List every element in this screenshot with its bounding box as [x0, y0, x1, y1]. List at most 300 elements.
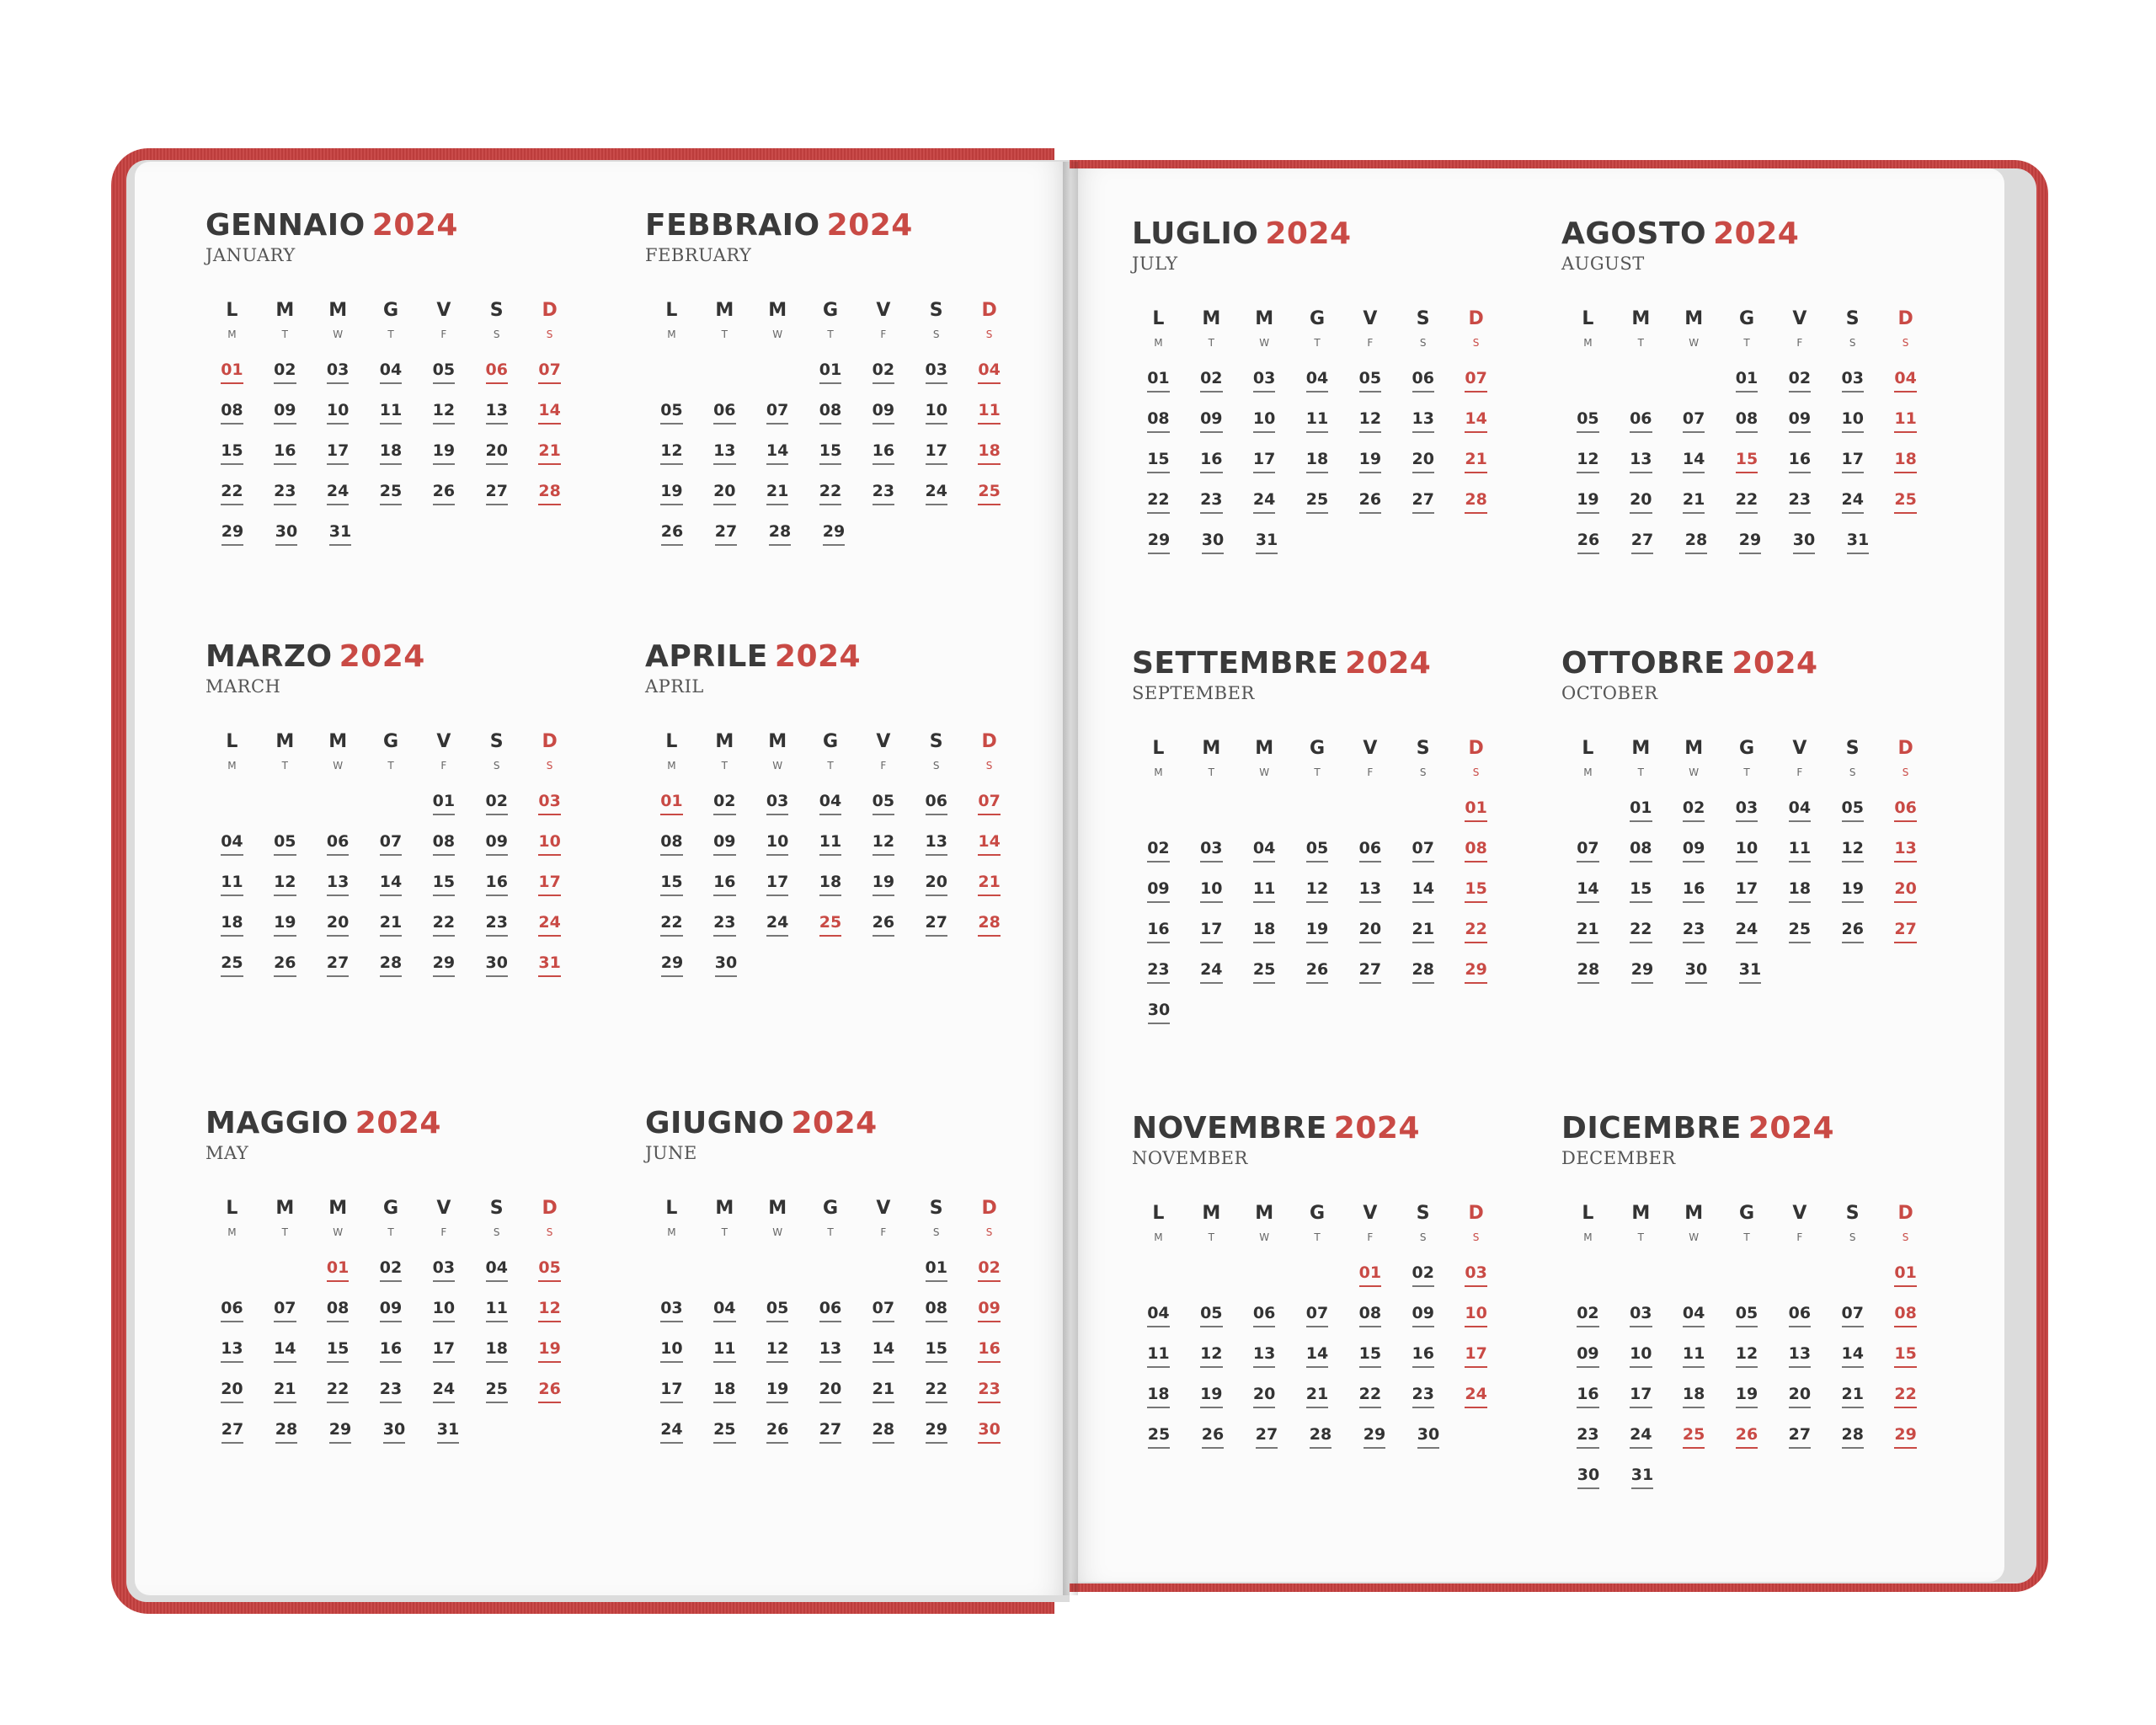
day-cell	[1561, 960, 1615, 1001]
weekday-sub-label: T	[1208, 766, 1214, 778]
day-number: 04	[819, 792, 841, 815]
day-cell	[312, 913, 365, 953]
day-cell	[1132, 920, 1185, 960]
day-number: 03	[766, 792, 788, 815]
day-number: 18	[978, 441, 1000, 465]
day-number: 20	[1359, 920, 1381, 943]
day-number: 03	[926, 360, 947, 384]
day-cell	[698, 792, 751, 832]
day-number: 17	[766, 873, 788, 896]
day-cell	[1238, 1344, 1291, 1385]
day-cell	[1343, 920, 1396, 960]
day-cell	[1614, 450, 1668, 490]
weekday-label: M	[1255, 1203, 1274, 1224]
day-number: 04	[486, 1258, 508, 1282]
day-number: 22	[1630, 920, 1652, 943]
day-cell	[417, 1380, 470, 1420]
day-cell	[1238, 369, 1291, 409]
day-cell	[804, 441, 857, 482]
day-cell	[1343, 369, 1396, 409]
weekday-sub-label: S	[1849, 337, 1856, 349]
day-number: 13	[713, 441, 735, 465]
weekday-label: V	[1792, 308, 1807, 329]
day-number: 05	[1842, 798, 1864, 822]
day-number: 20	[1253, 1385, 1275, 1408]
day-number: 06	[819, 1299, 841, 1322]
month-name-en: APRIL	[645, 676, 704, 697]
day-number: 11	[819, 832, 841, 856]
day-number: 11	[1789, 839, 1811, 862]
day-number: 20	[713, 482, 735, 505]
week-row	[1561, 960, 1932, 1001]
day-cell	[1238, 879, 1291, 920]
day-number: 17	[1200, 920, 1222, 943]
day-cell	[259, 832, 312, 873]
weekday-sub-label: S	[932, 760, 940, 772]
day-number: 04	[380, 360, 402, 384]
day-number: 08	[1736, 409, 1758, 433]
weekday-label: V	[1792, 738, 1807, 759]
day-cell	[523, 832, 576, 873]
day-number: 12	[1736, 1344, 1758, 1368]
day-number: 05	[1359, 369, 1381, 393]
day-number: 19	[274, 913, 296, 937]
month-title	[205, 638, 576, 676]
day-cell	[699, 522, 753, 563]
weekday-label: L	[226, 300, 238, 321]
day-number: 24	[1630, 1425, 1652, 1449]
day-cell	[1238, 490, 1291, 531]
day-cell	[1879, 920, 1932, 960]
month-title	[645, 1105, 1016, 1142]
day-number: 27	[715, 522, 737, 546]
weekday-label: M	[275, 731, 295, 752]
day-cell	[470, 953, 523, 994]
day-cell	[751, 1299, 804, 1339]
day-number: 30	[1793, 531, 1815, 554]
month-grid	[1132, 1203, 1502, 1466]
day-number: 08	[327, 1299, 349, 1322]
empty-day	[1721, 1263, 1774, 1304]
day-number: 14	[766, 441, 788, 465]
week-row	[645, 1380, 1016, 1420]
day-cell	[645, 522, 699, 563]
day-cell	[1879, 1385, 1932, 1425]
day-cell	[523, 953, 576, 994]
weekday-label: L	[1582, 308, 1594, 329]
day-number: 30	[978, 1420, 1000, 1444]
day-cell	[1615, 531, 1669, 571]
day-number: 10	[327, 401, 349, 425]
day-number: 24	[433, 1380, 455, 1403]
day-cell	[963, 873, 1016, 913]
day-cell	[312, 873, 365, 913]
day-cell	[1132, 531, 1186, 571]
day-number: 09	[380, 1299, 402, 1322]
month-grid	[645, 300, 1016, 563]
month-january	[205, 207, 576, 563]
day-number: 19	[1736, 1385, 1758, 1408]
month-year: 2024	[1748, 1111, 1835, 1146]
weekday-sub-row	[205, 760, 576, 788]
day-number: 18	[380, 441, 402, 465]
day-number: 30	[383, 1420, 405, 1444]
day-number: 04	[1894, 369, 1916, 393]
day-cell	[1132, 1385, 1185, 1425]
weekday-label: G	[822, 731, 839, 752]
day-cell	[470, 441, 523, 482]
day-number: 23	[1147, 960, 1169, 984]
week-row	[645, 1420, 1016, 1461]
day-cell	[1668, 879, 1721, 920]
day-cell	[1132, 839, 1185, 879]
day-number: 10	[1465, 1304, 1486, 1327]
day-cell	[1132, 1001, 1186, 1041]
day-number: 20	[221, 1380, 243, 1403]
month-name-en: JUNE	[645, 1143, 697, 1163]
weekday-sub-label: T	[281, 760, 288, 772]
day-cell	[857, 1380, 910, 1420]
day-cell	[857, 1299, 910, 1339]
month-year: 2024	[371, 208, 458, 243]
day-cell	[1396, 1304, 1449, 1344]
weekday-label: M	[715, 731, 734, 752]
day-number: 02	[1789, 369, 1811, 393]
day-cell	[1396, 369, 1449, 409]
weekday-label: V	[436, 731, 451, 752]
day-cell	[417, 1258, 470, 1299]
weekday-label: M	[1684, 1203, 1704, 1224]
day-cell	[523, 792, 576, 832]
weekday-sub-label: T	[827, 1226, 834, 1238]
weekday-sub-label: S	[1419, 766, 1427, 778]
weekday-label: G	[822, 300, 839, 321]
empty-day	[1185, 798, 1238, 839]
day-number: 14	[1306, 1344, 1328, 1368]
day-cell	[1185, 920, 1238, 960]
weekday-sub-label: F	[1367, 337, 1374, 349]
weekday-sub-label: S	[1472, 337, 1480, 349]
weekday-sub-label: W	[1689, 1231, 1700, 1243]
weekday-sub-label: F	[880, 1226, 887, 1238]
weekday-label: L	[1582, 738, 1594, 759]
day-number: 13	[926, 832, 947, 856]
month-grid	[1561, 738, 1932, 1001]
day-cell	[1343, 1263, 1396, 1304]
day-number: 05	[1577, 409, 1598, 433]
day-number: 11	[1253, 879, 1275, 903]
day-number: 13	[327, 873, 349, 896]
day-cell	[1826, 1385, 1879, 1425]
month-grid	[1132, 308, 1502, 571]
day-number: 27	[819, 1420, 841, 1444]
weekday-header-row	[1132, 308, 1502, 337]
month-year: 2024	[1345, 646, 1432, 681]
day-number: 03	[1842, 369, 1864, 393]
day-number: 07	[1465, 369, 1486, 393]
day-cell	[470, 401, 523, 441]
day-cell	[1132, 450, 1185, 490]
month-name-en: DECEMBER	[1561, 1148, 1676, 1168]
day-number: 12	[873, 832, 894, 856]
day-number: 16	[1147, 920, 1169, 943]
day-cell	[910, 1380, 963, 1420]
day-cell	[1291, 1304, 1344, 1344]
day-cell	[417, 1339, 470, 1380]
day-number: 18	[1894, 450, 1916, 473]
day-cell	[1238, 920, 1291, 960]
day-cell	[645, 1299, 698, 1339]
day-cell	[417, 441, 470, 482]
day-number: 26	[873, 913, 894, 937]
day-cell	[365, 360, 418, 401]
weekday-sub-label: W	[333, 760, 344, 772]
day-cell	[698, 873, 751, 913]
weekday-label: S	[1845, 1203, 1860, 1224]
day-cell	[645, 1420, 698, 1461]
weekday-label: V	[436, 1198, 451, 1219]
day-number: 28	[275, 1420, 297, 1444]
day-cell	[1396, 1385, 1449, 1425]
weekday-sub-label: S	[493, 760, 500, 772]
weekday-label: M	[1684, 738, 1704, 759]
day-number: 31	[538, 953, 560, 977]
weekday-sub-label: S	[1419, 1231, 1427, 1243]
month-title	[1561, 645, 1932, 682]
day-number: 29	[661, 953, 683, 977]
day-number: 31	[1739, 960, 1761, 984]
day-cell	[1773, 879, 1826, 920]
day-number: 07	[1412, 839, 1434, 862]
weekday-sub-label: S	[546, 328, 553, 340]
empty-day	[1668, 369, 1721, 409]
day-cell	[1773, 839, 1826, 879]
day-number: 26	[433, 482, 455, 505]
weekday-sub-row	[1561, 1231, 1932, 1260]
weekday-label: M	[1202, 1203, 1221, 1224]
day-cell	[1669, 531, 1723, 571]
day-number: 18	[486, 1339, 508, 1363]
week-row	[1132, 960, 1502, 1001]
weekday-sub-label: W	[772, 760, 783, 772]
day-number: 10	[1842, 409, 1864, 433]
day-cell	[804, 873, 857, 913]
day-number: 09	[978, 1299, 1000, 1322]
day-number: 18	[221, 913, 243, 937]
month-grid	[205, 1198, 576, 1461]
day-number: 01	[660, 792, 682, 815]
day-cell	[1343, 879, 1396, 920]
month-august	[1561, 216, 1932, 571]
day-cell	[1449, 450, 1502, 490]
week-row	[1561, 839, 1932, 879]
weekday-label: M	[328, 300, 348, 321]
day-number: 22	[433, 913, 455, 937]
day-cell	[1879, 1344, 1932, 1385]
day-cell	[259, 522, 313, 563]
weekday-label: M	[328, 731, 348, 752]
week-row	[205, 401, 576, 441]
day-number: 08	[433, 832, 455, 856]
day-cell	[804, 1339, 857, 1380]
day-cell	[1396, 1344, 1449, 1385]
weekday-sub-label: F	[880, 760, 887, 772]
day-cell	[1773, 409, 1826, 450]
weekday-sub-label: T	[387, 1226, 394, 1238]
day-cell	[1668, 490, 1721, 531]
week-row	[1561, 1425, 1932, 1466]
day-number: 27	[327, 953, 349, 977]
day-cell	[205, 401, 259, 441]
day-cell	[1668, 409, 1721, 450]
month-september	[1132, 645, 1502, 1041]
day-cell	[804, 1420, 857, 1461]
day-number: 19	[1200, 1385, 1222, 1408]
day-cell	[1449, 920, 1502, 960]
week-row	[1132, 879, 1502, 920]
day-cell	[1396, 920, 1449, 960]
day-cell	[1238, 409, 1291, 450]
day-cell	[1561, 1425, 1614, 1466]
weekday-label: S	[489, 300, 504, 321]
empty-day	[1668, 1263, 1721, 1304]
day-cell	[1132, 879, 1185, 920]
day-number: 03	[433, 1258, 455, 1282]
day-number: 24	[1200, 960, 1222, 984]
day-cell	[1185, 960, 1238, 1001]
day-number: 15	[819, 441, 841, 465]
day-cell	[365, 1299, 418, 1339]
day-cell	[367, 1420, 421, 1461]
day-number: 09	[1577, 1344, 1598, 1368]
month-name-en: FEBRUARY	[645, 245, 752, 265]
day-number: 29	[329, 1420, 351, 1444]
day-number: 15	[1359, 1344, 1381, 1368]
day-cell	[1826, 490, 1879, 531]
day-number: 24	[660, 1420, 682, 1444]
day-number: 26	[274, 953, 296, 977]
weekday-label: D	[542, 731, 558, 752]
day-cell	[1614, 879, 1668, 920]
weekday-sub-label: T	[1314, 766, 1321, 778]
day-cell	[312, 1299, 365, 1339]
weekday-label: S	[1416, 738, 1430, 759]
day-cell	[1185, 369, 1238, 409]
day-cell	[1773, 490, 1826, 531]
day-number: 08	[819, 401, 841, 425]
day-cell	[1291, 450, 1344, 490]
month-name-en: NOVEMBER	[1132, 1148, 1248, 1168]
day-cell	[807, 522, 861, 563]
month-grid	[645, 731, 1016, 994]
weekday-header-row	[1561, 1203, 1932, 1231]
month-october	[1561, 645, 1932, 1001]
month-name-it: MARZO	[205, 639, 333, 674]
week-row	[1132, 369, 1502, 409]
day-number: 02	[1683, 798, 1705, 822]
day-cell	[1348, 1425, 1401, 1466]
day-cell	[1238, 960, 1291, 1001]
day-number: 03	[327, 360, 349, 384]
day-number: 30	[1148, 1001, 1170, 1024]
weekday-label: D	[981, 300, 997, 321]
day-cell	[1238, 450, 1291, 490]
day-number: 13	[1630, 450, 1652, 473]
day-cell	[645, 913, 698, 953]
week-row	[1561, 1304, 1932, 1344]
day-number: 07	[1683, 409, 1705, 433]
day-number: 21	[978, 873, 1000, 896]
day-cell	[205, 360, 259, 401]
day-number: 09	[1789, 409, 1811, 433]
day-number: 08	[1465, 839, 1486, 862]
day-number: 02	[978, 1258, 1000, 1282]
month-grid	[205, 731, 576, 994]
day-cell	[312, 1258, 365, 1299]
day-cell	[1721, 1425, 1774, 1466]
day-cell	[751, 1339, 804, 1380]
weekday-label: S	[1416, 1203, 1430, 1224]
weekday-sub-label: T	[281, 328, 288, 340]
month-grid	[1561, 1203, 1932, 1506]
day-cell	[1396, 960, 1449, 1001]
weekday-label: D	[1468, 1203, 1484, 1224]
day-cell	[205, 832, 259, 873]
day-number: 29	[221, 522, 243, 546]
month-name-en: MAY	[205, 1143, 249, 1163]
day-number: 25	[1683, 1425, 1705, 1449]
day-cell	[421, 1420, 475, 1461]
day-cell	[1668, 1304, 1721, 1344]
day-cell	[1614, 920, 1668, 960]
day-number: 17	[1842, 450, 1864, 473]
month-name-it: FEBBRAIO	[645, 208, 820, 243]
weekday-label: S	[489, 1198, 504, 1219]
month-name-it: AGOSTO	[1561, 216, 1707, 251]
day-cell	[804, 360, 857, 401]
day-number: 17	[1630, 1385, 1652, 1408]
day-cell	[365, 832, 418, 873]
day-cell	[1668, 920, 1721, 960]
day-cell	[1561, 1385, 1614, 1425]
day-cell	[1879, 409, 1932, 450]
day-number: 26	[538, 1380, 560, 1403]
day-cell	[1668, 1425, 1721, 1466]
day-number: 29	[1631, 960, 1653, 984]
day-cell	[698, 832, 751, 873]
day-number: 26	[1359, 490, 1381, 514]
day-cell	[523, 1258, 576, 1299]
day-cell	[857, 1339, 910, 1380]
weekday-sub-label: T	[827, 760, 834, 772]
day-number: 16	[713, 873, 735, 896]
day-number: 09	[1412, 1304, 1434, 1327]
month-name-en: JANUARY	[205, 245, 296, 265]
day-cell	[365, 1380, 418, 1420]
empty-day	[1238, 798, 1291, 839]
weekday-label: V	[1792, 1203, 1807, 1224]
month-year: 2024	[791, 1106, 878, 1140]
day-number: 01	[1465, 798, 1486, 822]
day-cell	[1615, 1466, 1669, 1506]
day-number: 24	[1842, 490, 1864, 514]
day-cell	[259, 360, 312, 401]
weekday-sub-label: W	[1689, 766, 1700, 778]
day-cell	[259, 953, 312, 994]
week-row	[645, 913, 1016, 953]
weekday-sub-label: T	[387, 328, 394, 340]
day-number: 23	[1200, 490, 1222, 514]
